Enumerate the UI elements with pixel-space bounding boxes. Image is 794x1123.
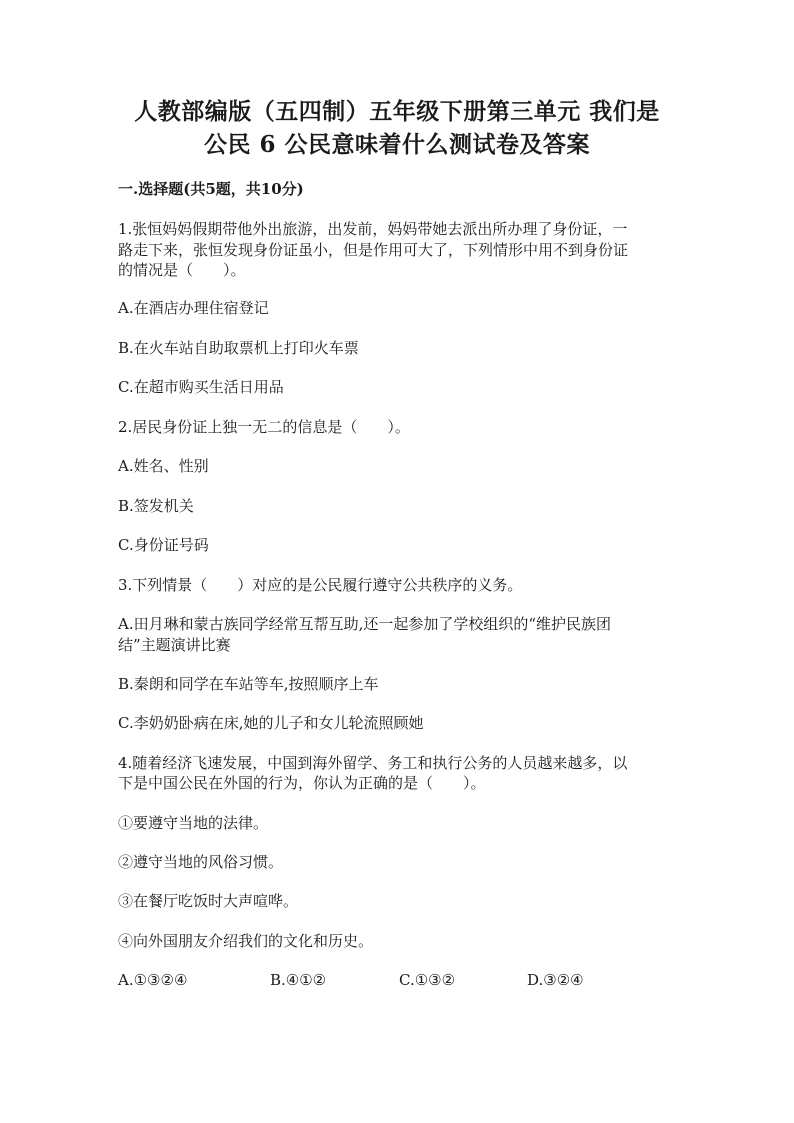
question-4-option-d: D.③②④ [527,971,584,989]
question-1-stem-line-2: 路走下来，张恒发现身份证虽小，但是作用可大了，下列情形中用不到身份证 [118,241,629,259]
question-1-stem-line-1: 1.张恒妈妈假期带他外出旅游，出发前，妈妈带她去派出所办理了身份证，一 [118,220,628,238]
question-3-option-c: C.李奶奶卧病在床,她的儿子和女儿轮流照顾她 [118,714,424,732]
question-4-statement-2: ②遵守当地的风俗习惯。 [118,853,284,871]
document-title-line-1: 人教部编版（五四制）五年级下册第三单元 我们是 [134,98,660,125]
question-4-stem-line-1: 4.随着经济飞速发展，中国到海外留学、务工和执行公务的人员越来越多，以 [118,754,628,772]
question-4-statement-1: ①要遵守当地的法律。 [118,814,269,832]
question-2-option-c: C.身份证号码 [118,536,209,554]
question-1-stem-line-3: 的情况是（ ）。 [118,261,246,279]
question-4-option-b: B.④①② [270,971,327,989]
question-4-option-a: A.①③②④ [118,971,188,989]
question-4-option-c: C.①③② [399,971,456,989]
document-title-line-2: 公民 6 公民意味着什么测试卷及答案 [203,131,591,158]
question-1-option-b: B.在火车站自助取票机上打印火车票 [118,339,359,357]
question-4-statement-4: ④向外国朋友介绍我们的文化和历史。 [118,932,374,950]
question-4-stem-line-2: 下是中国公民在外国的行为，你认为正确的是（ ）。 [118,774,486,792]
question-4-statement-3: ③在餐厅吃饭时大声喧哗。 [118,892,299,910]
section-heading: 一.选择题(共5题，共10分) [118,180,304,198]
question-1-option-c: C.在超市购买生活日用品 [118,378,284,396]
question-3-option-a-line-2: 结”主题演讲比赛 [118,636,231,654]
question-2-option-b: B.签发机关 [118,497,194,515]
question-3-stem: 3.下列情景（ ）对应的是公民履行遵守公共秩序的义务。 [118,576,523,594]
question-2-option-a: A.姓名、性别 [118,457,209,475]
question-3-option-b: B.秦朗和同学在车站等车,按照顺序上车 [118,675,379,693]
question-3-option-a-line-1: A.田月琳和蒙古族同学经常互帮互助,还一起参加了学校组织的“维护民族团 [118,615,612,633]
question-2-stem: 2.居民身份证上独一无二的信息是（ ）。 [118,418,410,436]
question-1-option-a: A.在酒店办理住宿登记 [118,299,269,317]
